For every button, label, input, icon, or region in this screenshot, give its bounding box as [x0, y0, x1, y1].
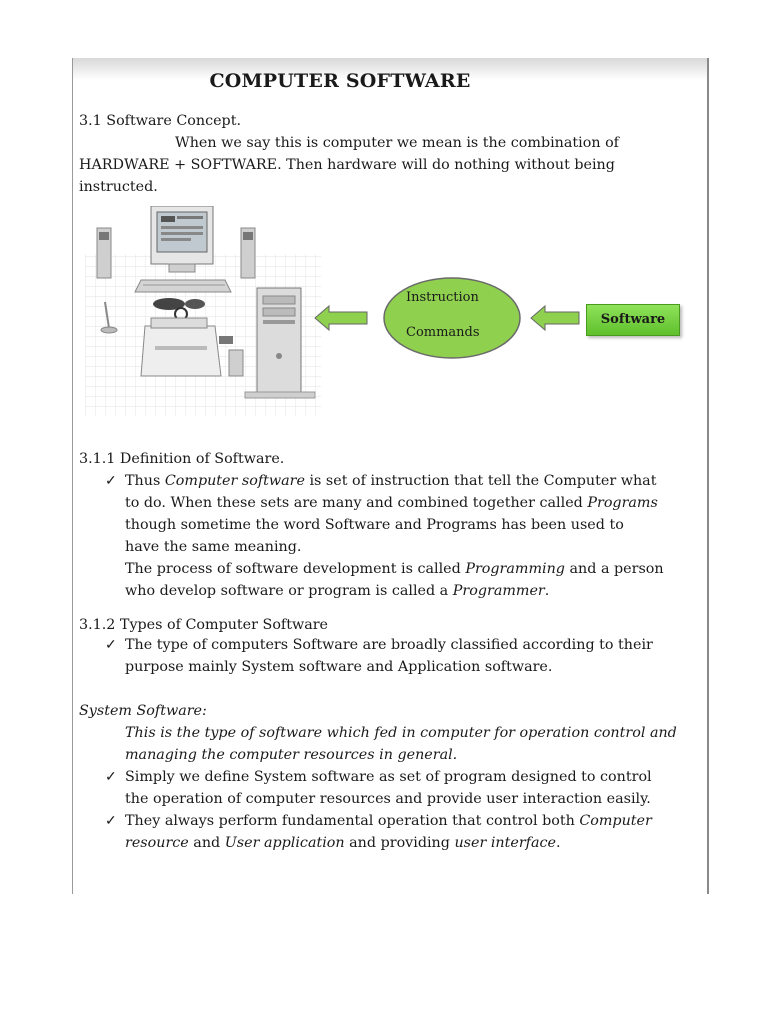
oval-label-commands: Commands: [406, 325, 480, 340]
system-software-bullet-2-line-2: resource and User application and providing user interface.: [125, 835, 561, 851]
check-icon: ✓: [105, 637, 117, 653]
right-arrow-shape: [531, 306, 579, 330]
check-icon: ✓: [105, 473, 117, 489]
definition-line-2: to do. When these sets are many and combined together called Programs: [125, 495, 658, 511]
definition-line-5: The process of software development is called Programming and a person: [125, 561, 664, 577]
check-icon: ✓: [105, 769, 117, 785]
document-page: [72, 58, 709, 894]
oval-label-instruction: Instruction: [406, 290, 479, 305]
section-3-1-heading: 3.1 Software Concept.: [79, 113, 241, 129]
definition-line-6: who develop software or program is called a Programmer.: [125, 583, 550, 599]
definition-line-1: Thus Computer software is set of instruction that tell the Computer what: [125, 473, 657, 489]
page-title: COMPUTER SOFTWARE: [209, 70, 471, 92]
software-box: Software: [586, 304, 680, 336]
types-line-1: The type of computers Software are broadly classified according to their: [125, 637, 653, 653]
section-3-1-line-1: When we say this is computer we mean is the combination of: [175, 135, 619, 151]
check-icon: ✓: [105, 813, 117, 829]
definition-line-3: though sometime the word Software and Programs has been used to: [125, 517, 624, 533]
computer-hardware-illustration: [85, 206, 321, 416]
definition-line-4: have the same meaning.: [125, 539, 302, 555]
section-3-1-line-3: instructed.: [79, 179, 158, 195]
system-software-bullet-2-line-1: They always perform fundamental operation that control both Computer: [125, 813, 652, 829]
system-software-definition-2: managing the computer resources in general.: [125, 747, 458, 763]
left-arrow-shape: [315, 306, 367, 330]
system-software-heading: System Software:: [79, 703, 207, 719]
system-software-bullet-1-line-1: Simply we define System software as set of program designed to control: [125, 769, 652, 785]
types-line-2: purpose mainly System software and Application software.: [125, 659, 553, 675]
section-3-1-line-2: HARDWARE + SOFTWARE. Then hardware will do nothing without being: [79, 157, 615, 173]
system-software-bullet-1-line-2: the operation of computer resources and provide user interaction easily.: [125, 791, 651, 807]
section-3-1-2-heading: 3.1.2 Types of Computer Software: [79, 617, 329, 633]
section-3-1-1-heading: 3.1.1 Definition of Software.: [79, 451, 285, 467]
system-software-definition-1: This is the type of software which fed in computer for operation control and: [125, 725, 677, 741]
